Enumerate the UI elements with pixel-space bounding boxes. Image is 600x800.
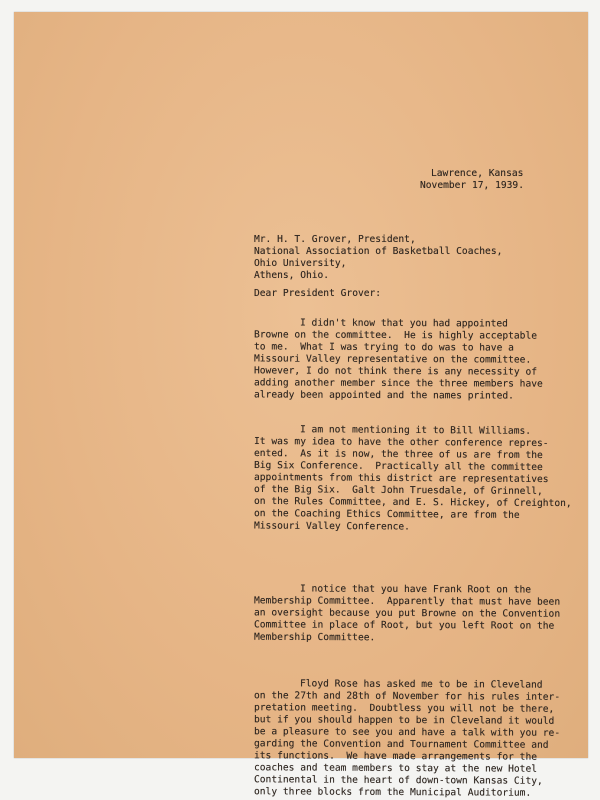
- paragraph-line: Continental in the heart of down-town Kansas City,: [253, 774, 543, 787]
- paragraph-line: adding another member since the three members have: [253, 377, 543, 390]
- paragraph-line: Floyd Rose has asked me to be in Cleveland: [299, 678, 543, 691]
- paragraph-line: I am not mentioning it to Bill Williams.: [299, 424, 532, 437]
- paragraph-line: However, I do not think there is any necessity of: [253, 365, 538, 378]
- paragraph-line: already been appointed and the names printed.: [253, 389, 514, 402]
- letter-date: November 17, 1939.: [420, 180, 524, 191]
- paragraph-line: on the Rules Committee, and E. S. Hickey, of Creighton,: [253, 495, 572, 510]
- paragraph-line: Browne on the committee. He is highly acceptable: [253, 329, 538, 342]
- paragraph-line: ented. As it is now, the three of us are from the: [253, 447, 543, 462]
- paragraph-line: pretation meeting. Doubtless you will not be there,: [253, 702, 555, 715]
- paragraph-line: an oversight because you put Browne on the Convention: [253, 607, 561, 620]
- paragraph-line: Missouri Valley Conference.: [253, 520, 410, 533]
- paragraph-line: on the Coaching Ethics Committee, are from the: [253, 508, 520, 521]
- address-line: Athens, Ohio.: [254, 270, 330, 281]
- paragraph-line: to me. What I was trying to do was to have a: [253, 341, 514, 354]
- letter-page: [14, 12, 588, 799]
- paragraph-line: coaches and team members to stay at the new Hotel: [253, 762, 538, 775]
- paragraph-line: Membership Committee. Apparently that must have been: [253, 595, 561, 608]
- paragraph-line: It was my idea to have the other conference repres-: [253, 435, 549, 450]
- paragraph-line: on the 27th and 28th of November for his rules inter-: [253, 690, 561, 703]
- paragraph-line: Big Six Conference. Practically all the committee: [253, 459, 543, 474]
- paragraph-line: I notice that you have Frank Root on the: [299, 583, 532, 596]
- paragraph-line: but if you should happen to be in Cleveland it would: [253, 714, 555, 727]
- paragraph-line: its functions. We have made arrangements for the: [253, 750, 538, 763]
- salutation: Dear President Grover:: [254, 288, 382, 299]
- letter-location: Lawrence, Kansas: [431, 168, 524, 179]
- paragraph-line: appointments from this district are representatives: [253, 471, 549, 486]
- address-line: National Association of Basketball Coaches,: [254, 246, 503, 257]
- paragraph-line: I didn't know that you had appointed: [299, 317, 508, 330]
- paragraph-line: Committee in place of Root, but you left Root on the: [253, 619, 555, 632]
- paragraph-line: garding the Convention and Tournament Committee and: [253, 738, 549, 751]
- paragraph-line: only three blocks from the Municipal Auditorium.: [253, 786, 532, 799]
- paragraph-line: be a pleasure to see you and have a talk with you re-: [253, 726, 561, 739]
- address-line: Mr. H. T. Grover, President,: [254, 234, 416, 245]
- address-line: Ohio University,: [254, 258, 347, 269]
- paragraph-line: of the Big Six. Galt John Truesdale, of Grinnell,: [253, 483, 543, 498]
- paragraph-line: Membership Committee.: [253, 631, 376, 644]
- paragraph-line: Missouri Valley representative on the committee.: [253, 353, 532, 366]
